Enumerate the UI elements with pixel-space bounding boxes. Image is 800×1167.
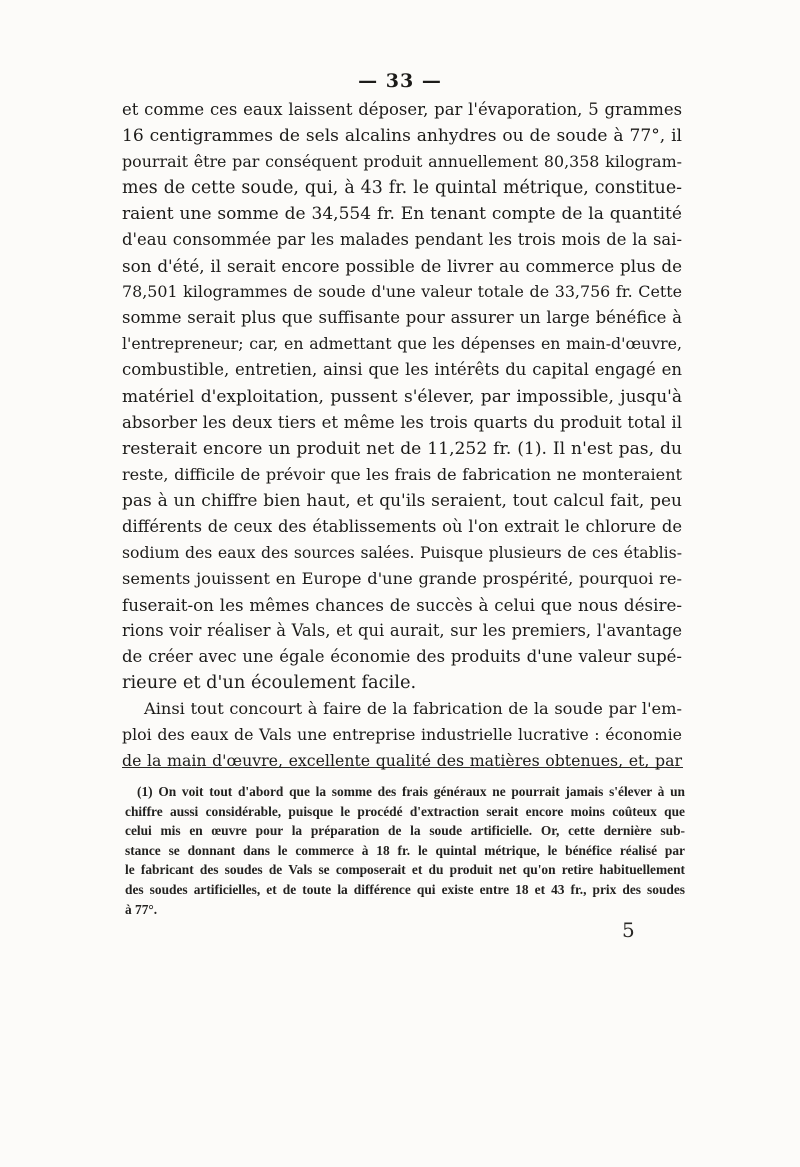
body-line: somme serait plus que suffisante pour assurer un large bénéfice à bbox=[122, 308, 682, 328]
footnote-line: chiffre aussi considérable, puisque le procédé d'extraction serait encore moins coûteux que bbox=[125, 803, 685, 819]
footnote-line: stance se donnant dans le commerce à 18 fr. le quintal métrique, le bénéfice réalisé par bbox=[125, 842, 685, 858]
body-line: sements jouissent en Europe d'une grande prospérité, pourquoi re- bbox=[122, 568, 682, 588]
footnote-line: (1) On voit tout d'abord que la somme des frais généraux ne pourrait jamais s'élever à un bbox=[137, 784, 685, 799]
body-line: rions voir réaliser à Vals, et qui aurait, sur les premiers, l'avantage bbox=[122, 620, 682, 640]
body-line: ploi des eaux de Vals une entreprise industrielle lucrative : économie bbox=[122, 725, 682, 745]
footnote-divider bbox=[122, 767, 683, 768]
body-text bbox=[122, 97, 682, 774]
body-line: de la main d'œuvre, excellente qualité des matières obtenues, et, par bbox=[122, 751, 682, 771]
body-line: absorber les deux tiers et même les trois quarts du produit total il bbox=[122, 412, 682, 432]
footnote-line: à 77°. bbox=[125, 901, 158, 917]
body-line: combustible, entretien, ainsi que les intérêts du capital engagé en bbox=[122, 360, 682, 380]
body-line: matériel d'exploitation, pussent s'élever, par impossible, jusqu'à bbox=[122, 386, 682, 407]
footnote-line: des soudes artificielles, et de toute la différence qui existe entre 18 et 43 fr., prix des soudes bbox=[125, 881, 685, 897]
body-line: de créer avec une égale économie des produits d'une valeur supé- bbox=[122, 646, 682, 666]
body-line: son d'été, il serait encore possible de livrer au commerce plus de bbox=[122, 256, 682, 277]
body-line: d'eau consommée par les malades pendant les trois mois de la sai- bbox=[122, 230, 682, 250]
footnote-line: le fabricant des soudes de Vals se composerait et du produit net qu'on retire habituellement bbox=[125, 862, 685, 878]
body-line: 78,501 kilogrammes de soude d'une valeur totale de 33,756 fr. Cette bbox=[122, 282, 682, 302]
body-line: raient une somme de 34,554 fr. En tenant compte de la quantité bbox=[122, 204, 682, 225]
page-number: — 33 — bbox=[358, 70, 442, 92]
body-line: fuserait-on les mêmes chances de succès à celui que nous désire- bbox=[122, 594, 682, 615]
body-line: 16 centigrammes de sels alcalins anhydres ou de soude à 77°, il bbox=[122, 126, 682, 147]
body-line: pas à un chiffre bien haut, et qu'ils seraient, tout calcul fait, peu bbox=[122, 490, 682, 511]
footnote-line: celui mis en œuvre pour la préparation de la soude artificielle. Or, cette dernière sub- bbox=[125, 823, 685, 839]
body-line: et comme ces eaux laissent déposer, par l'évaporation, 5 grammes bbox=[122, 100, 682, 119]
body-line: resterait encore un produit net de 11,252 fr. (1). Il n'est pas, du bbox=[122, 438, 682, 459]
body-line: différents de ceux des établissements où l'on extrait le chlorure de bbox=[122, 516, 682, 536]
body-line: l'entrepreneur; car, en admettant que les dépenses en main-d'œuvre, bbox=[122, 334, 682, 354]
body-line: sodium des eaux des sources salées. Puisque plusieurs de ces établis- bbox=[122, 542, 682, 562]
body-line: rieure et d'un écoulement facile. bbox=[122, 672, 417, 694]
footnote bbox=[125, 782, 685, 919]
body-line: Ainsi tout concourt à faire de la fabrication de la soude par l'em- bbox=[144, 699, 682, 719]
signature-mark: 5 bbox=[622, 918, 635, 942]
body-line: mes de cette soude, qui, à 43 fr. le quintal métrique, constitue- bbox=[122, 178, 682, 199]
body-line: reste, difficile de prévoir que les frais de fabrication ne monteraient bbox=[122, 464, 682, 484]
body-line: pourrait être par conséquent produit annuellement 80,358 kilogram- bbox=[122, 152, 682, 172]
